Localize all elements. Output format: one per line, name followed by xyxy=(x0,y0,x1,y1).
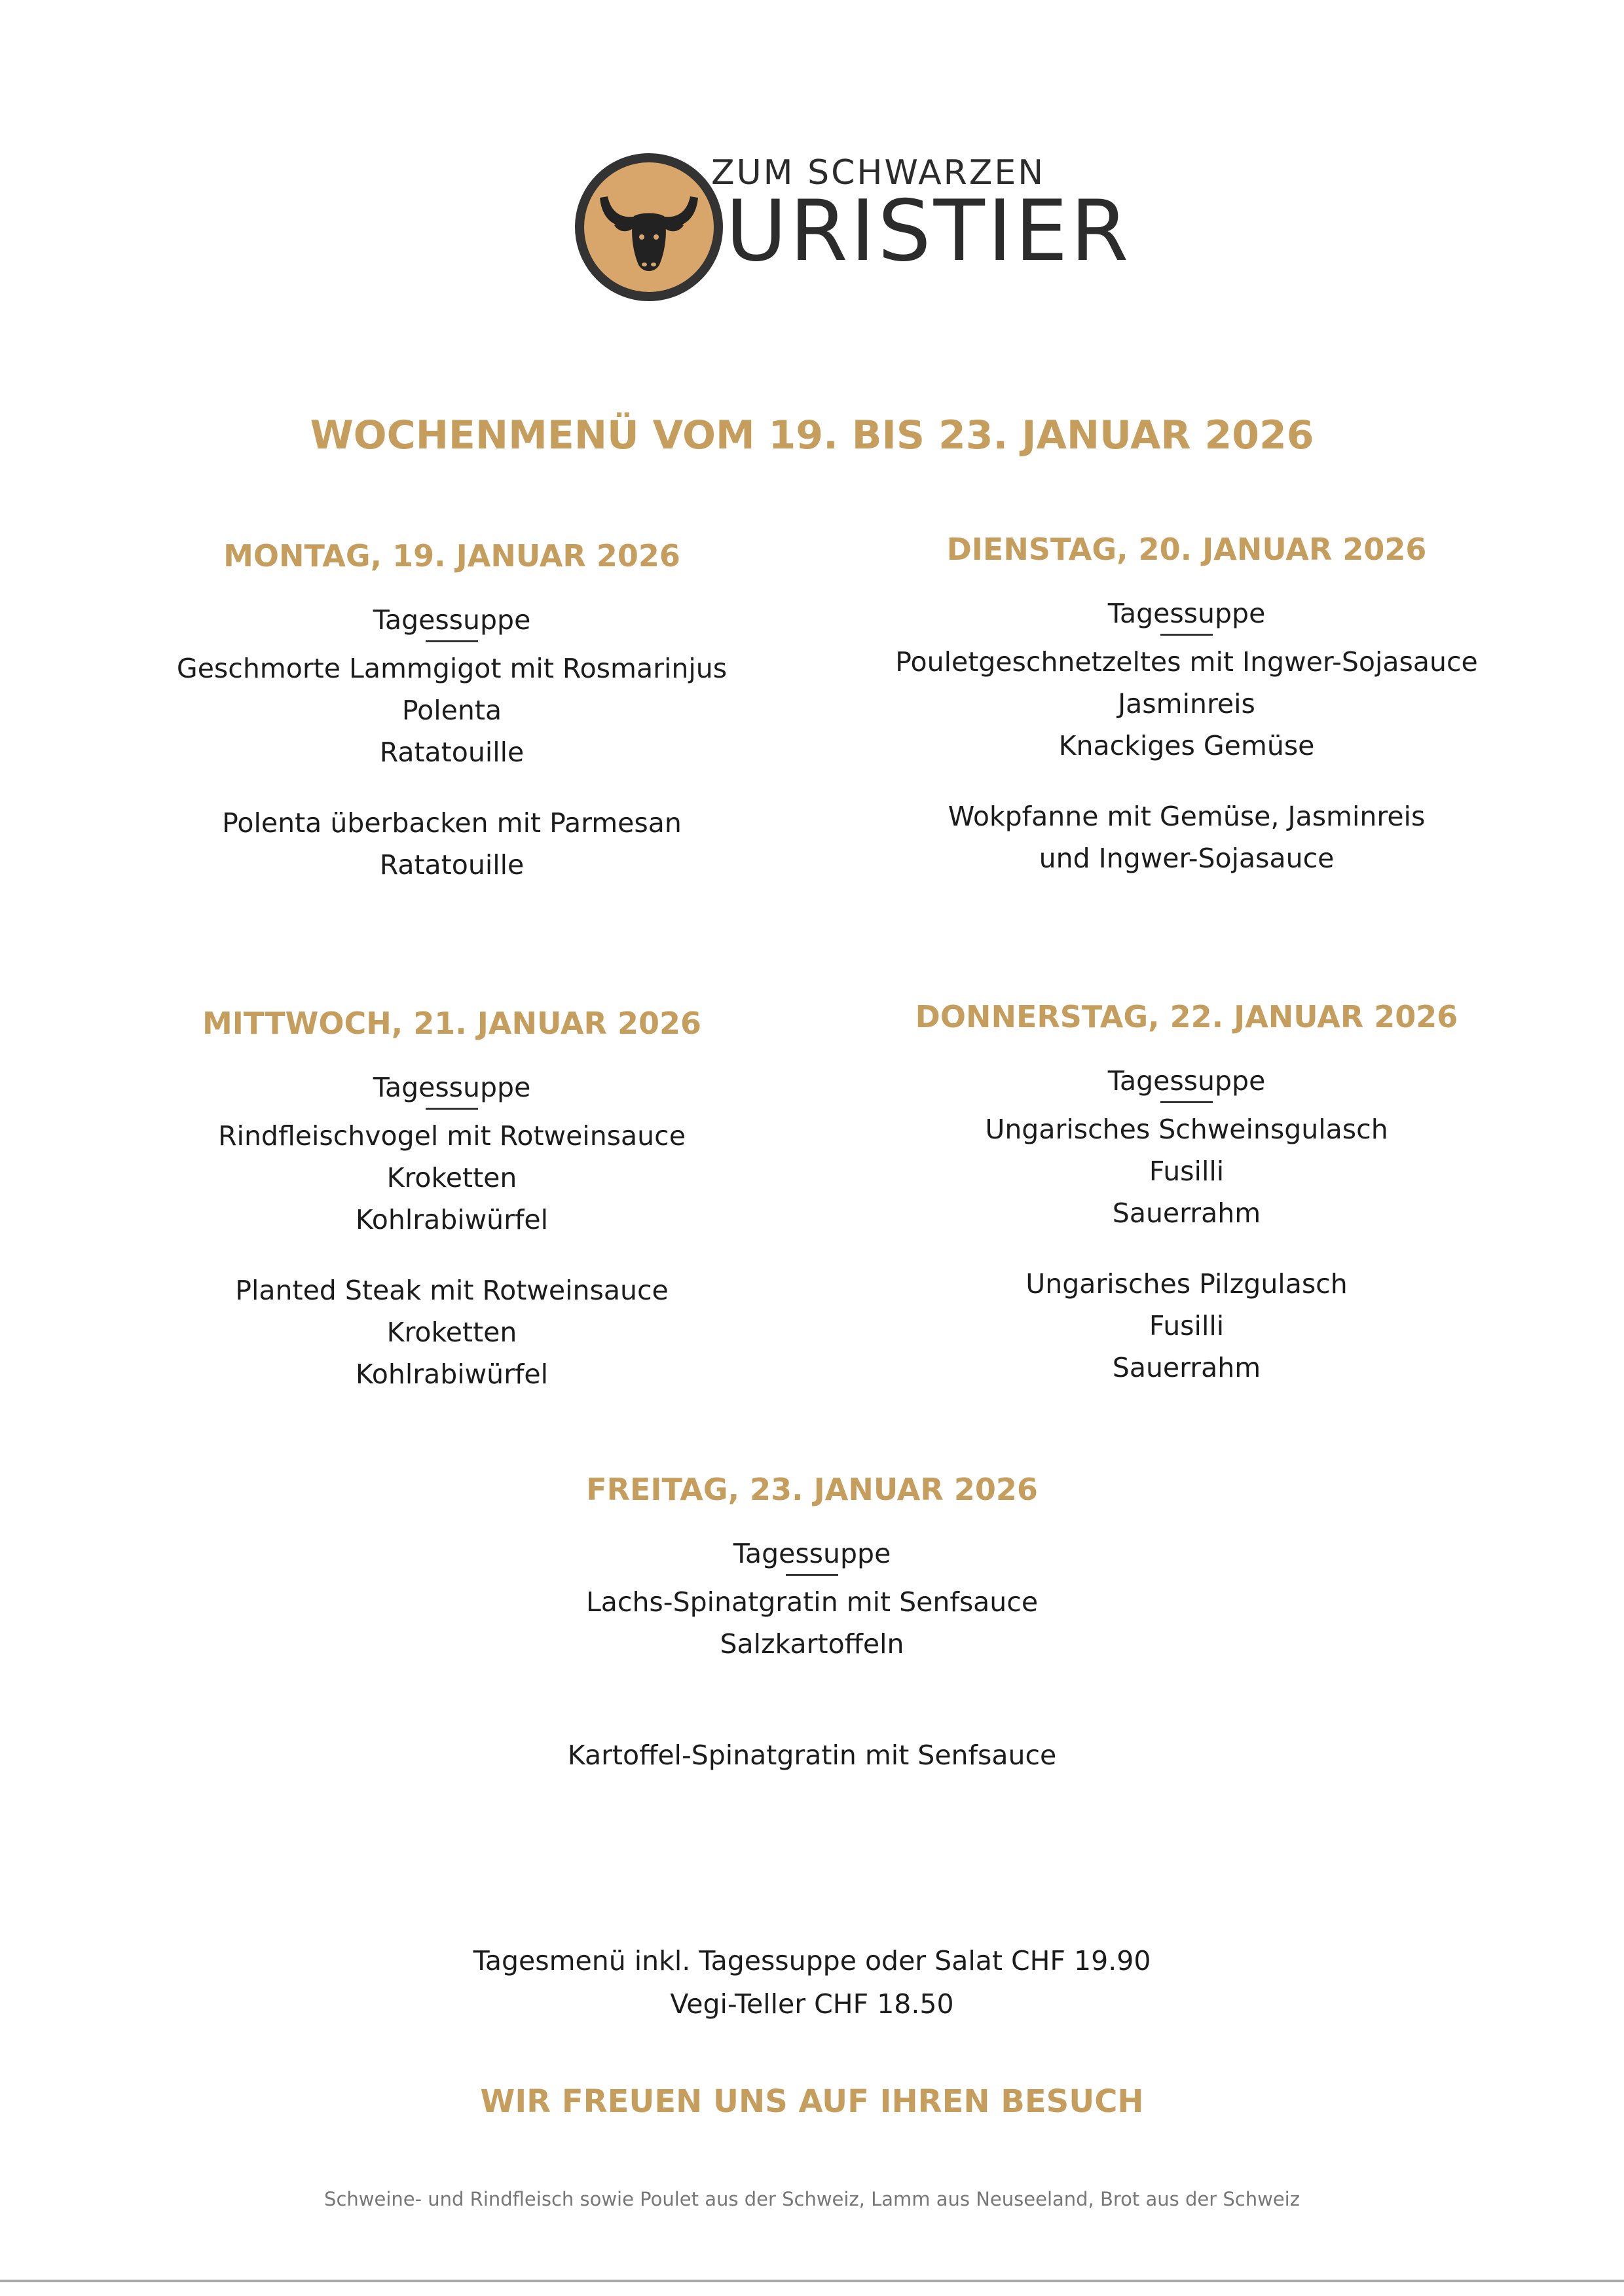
menu-item: Ratatouille xyxy=(379,849,525,881)
soup-label: Tagessuppe xyxy=(1107,598,1266,629)
bull-head-icon xyxy=(574,152,724,302)
divider xyxy=(786,1574,838,1576)
menu-item: Rindfleischvogel mit Rotweinsauce xyxy=(218,1120,686,1152)
menu-item: Kartoffel-Spinatgratin mit Senfsauce xyxy=(567,1740,1057,1771)
soup-label: Tagessuppe xyxy=(733,1538,891,1569)
price-info xyxy=(0,1939,1624,2026)
menu-item: Knackiges Gemüse xyxy=(1058,730,1315,761)
menu-item: Fusilli xyxy=(1149,1156,1225,1187)
divider xyxy=(1160,1101,1213,1103)
logo-subtitle: ZUM SCHWARZEN xyxy=(711,153,1046,192)
welcome-message: WIR FREUEN UNS AUF IHREN BESUCH xyxy=(480,2083,1144,2120)
divider xyxy=(426,640,478,642)
soup-label: Tagessuppe xyxy=(373,1072,531,1103)
meat-origin-note: Schweine- und Rindfleisch sowie Poulet aus der Schweiz, Lamm aus Neuseeland, Brot aus der Schweiz xyxy=(324,2188,1300,2210)
menu-item: Polenta überbacken mit Parmesan xyxy=(222,807,682,839)
day-tuesday xyxy=(859,532,1514,879)
menu-item: Ungarisches Schweinsgulasch xyxy=(985,1114,1388,1145)
price-vegi-plate: Vegi-Teller CHF 18.50 xyxy=(670,1988,954,2020)
day-heading: MONTAG, 19. JANUAR 2026 xyxy=(223,538,680,574)
menu-item: Kohlrabiwürfel xyxy=(355,1358,549,1390)
menu-item: Geschmorte Lammgigot mit Rosmarinjus xyxy=(176,653,728,684)
logo-title: URISTIER xyxy=(726,183,1132,280)
menu-item: Ungarisches Pilzgulasch xyxy=(1025,1268,1348,1300)
day-friday xyxy=(485,1472,1139,1776)
menu-item: Sauerrahm xyxy=(1112,1197,1261,1229)
menu-item: Wokpfanne mit Gemüse, Jasminreis xyxy=(948,801,1426,832)
soup-label: Tagessuppe xyxy=(373,604,531,636)
menu-item: Kroketten xyxy=(386,1162,517,1194)
price-daily-menu: Tagesmenü inkl. Tagessuppe oder Salat CHF 19.90 xyxy=(473,1945,1151,1977)
bottom-rule xyxy=(0,2280,1624,2282)
menu-item: Sauerrahm xyxy=(1112,1352,1261,1383)
day-heading: MITTWOCH, 21. JANUAR 2026 xyxy=(202,1006,701,1041)
divider xyxy=(426,1108,478,1110)
divider xyxy=(1160,634,1213,636)
day-heading: FREITAG, 23. JANUAR 2026 xyxy=(586,1472,1038,1507)
page-title: WOCHENMENÜ VOM 19. BIS 23. JANUAR 2026 xyxy=(310,412,1314,458)
day-thursday xyxy=(859,999,1514,1389)
logo xyxy=(574,152,1132,302)
menu-item: Lachs-Spinatgratin mit Senfsauce xyxy=(585,1586,1039,1618)
soup-label: Tagessuppe xyxy=(1107,1065,1266,1097)
day-heading: DONNERSTAG, 22. JANUAR 2026 xyxy=(915,999,1458,1034)
day-monday xyxy=(124,538,779,886)
menu-item: Ratatouille xyxy=(379,737,525,768)
menu-item: Planted Steak mit Rotweinsauce xyxy=(235,1275,669,1306)
menu-item: Polenta xyxy=(401,695,502,726)
menu-item: Fusilli xyxy=(1149,1310,1225,1341)
menu-item: Pouletgeschnetzeltes mit Ingwer-Sojasauce xyxy=(895,646,1478,678)
day-wednesday xyxy=(124,1006,779,1395)
day-heading: DIENSTAG, 20. JANUAR 2026 xyxy=(946,532,1427,567)
menu-item: Kohlrabiwürfel xyxy=(355,1204,549,1235)
menu-item: Jasminreis xyxy=(1118,688,1255,720)
menu-item: und Ingwer-Sojasauce xyxy=(1039,843,1335,874)
menu-item: Kroketten xyxy=(386,1317,517,1348)
menu-item: Salzkartoffeln xyxy=(720,1628,904,1660)
